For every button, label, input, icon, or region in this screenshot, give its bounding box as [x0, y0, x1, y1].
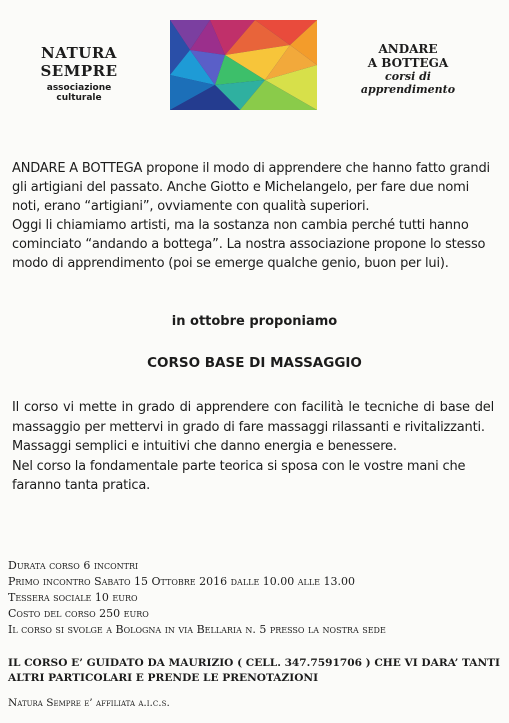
intro-paragraph-2: Oggi li chiamiamo artisti, ma la sostanza non cambia perché tutti hanno cominciato “andando a bottega”. La nostra associazione propone lo stesso modo di apprendimento (poi se emerge qualche genio, buon per lui).	[12, 218, 486, 271]
course-description	[12, 398, 494, 496]
program-line4: apprendimento	[360, 83, 456, 96]
program-line3: corsi di	[385, 70, 431, 83]
info-duration: Durata corso 6 incontri	[8, 559, 139, 572]
association-brand	[24, 44, 134, 103]
info-first-meeting: Primo incontro Sabato 15 Ottobre 2016 dalle 10.00 alle 13.00	[8, 575, 355, 588]
program-line2: A BOTTEGA	[367, 56, 449, 70]
october-heading: in ottobre proponiamo	[171, 314, 338, 329]
course-info	[8, 558, 503, 638]
brand-name-line1: NATURA	[41, 44, 117, 62]
program-brand	[348, 42, 468, 96]
intro-paragraph-1: ANDARE A BOTTEGA propone il modo di apprendere che hanno fatto grandi gli artigiani del passato. Anche Giotto e Michelangelo, per fare due nomi noti, erano “artigiani”, ovviamente con qualità superiori.	[12, 161, 490, 214]
intro-text	[12, 159, 492, 273]
info-location: Il corso si svolge a Bologna in via Bellaria n. 5 presso la nostra sede	[8, 623, 386, 636]
brand-name-line2: SEMPRE	[40, 62, 118, 80]
info-membership: Tessera sociale 10 euro	[8, 591, 138, 604]
brand-subtitle: associazione culturale	[46, 83, 112, 103]
info-cost: Costo del corso 250 euro	[8, 607, 149, 620]
polygon-art-logo	[170, 20, 317, 110]
course-paragraph-2: Massaggi semplici e intuitivi che danno energia e benessere.	[12, 439, 397, 454]
program-line1: ANDARE	[378, 42, 438, 56]
affiliation-note: Natura Sempre e’ affiliata a.i.c.s.	[8, 697, 170, 709]
contact-info: IL CORSO E’ GUIDATO DA MAURIZIO ( CELL. 347.7591706 ) CHE VI DARA’ TANTI ALTRI PARTICOLARI E PRENDE LE PRENOTAZIONI	[8, 657, 501, 684]
course-title: CORSO BASE DI MASSAGGIO	[147, 355, 362, 371]
course-paragraph-3: Nel corso la fondamentale parte teorica si sposa con le vostre mani che faranno tanta pratica.	[12, 458, 466, 493]
course-paragraph-1: Il corso vi mette in grado di apprendere con facilità le tecniche di base del massaggio per mettervi in grado di fare massaggi rilassanti e rivitalizzanti.	[12, 400, 494, 435]
